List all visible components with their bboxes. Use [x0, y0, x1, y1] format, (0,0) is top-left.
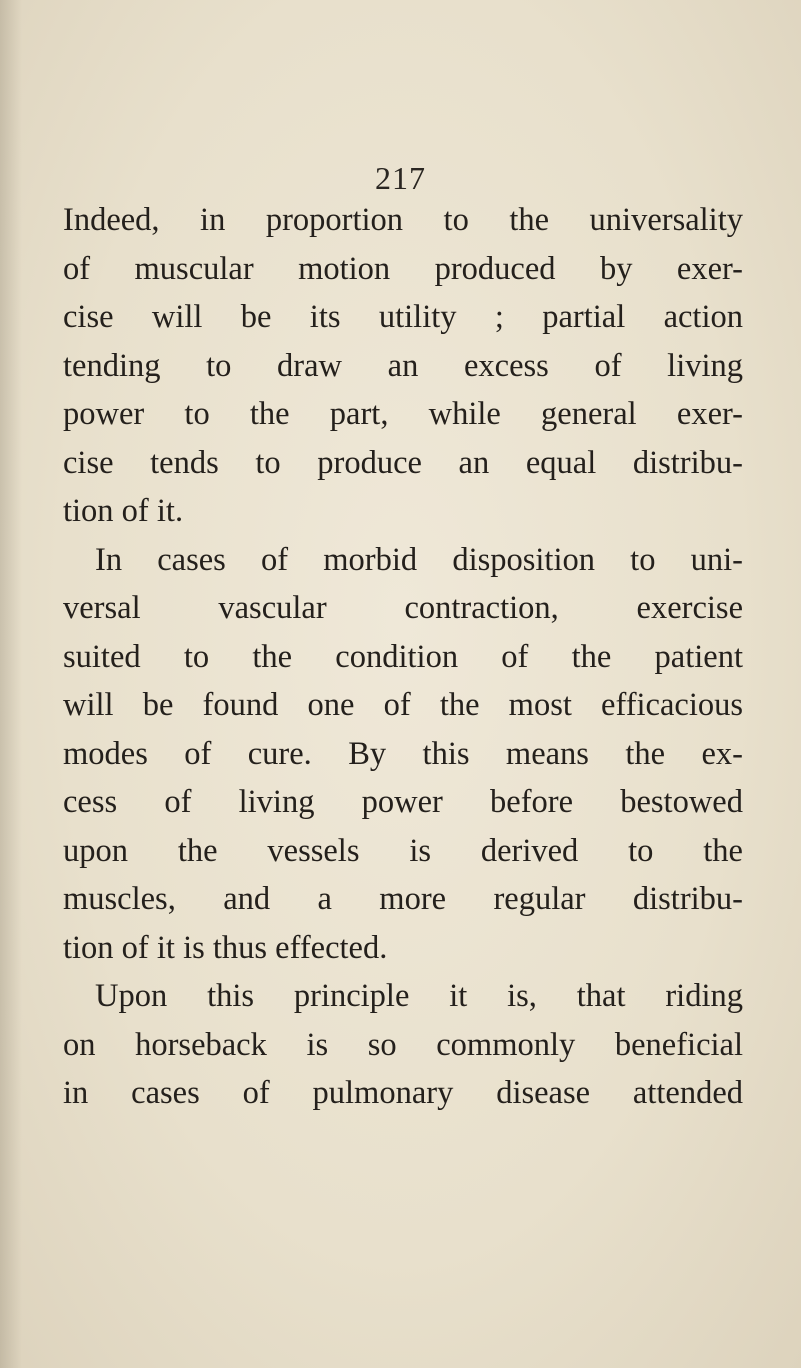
text-line: tion of it. — [63, 493, 184, 529]
text-line: versal vascular contraction, exercise — [63, 590, 743, 626]
text-line: of muscular motion produced by exer- — [63, 250, 743, 287]
text-line: modes of cure. By this means the ex- — [63, 735, 743, 772]
paragraph-start-line: In cases of morbid disposition to uni- — [95, 541, 743, 578]
text-line: in cases of pulmonary disease attended — [63, 1075, 743, 1111]
text-line: cise will be its utility ; partial action — [63, 299, 743, 335]
body-text — [63, 196, 743, 1118]
text-line: upon the vessels is derived to the — [63, 832, 743, 869]
text-line: will be found one of the most efficacious — [63, 687, 743, 723]
text-line: tending to draw an excess of living — [63, 347, 743, 384]
paragraph-start-line: Upon this principle it is, that riding — [95, 978, 743, 1014]
text-line: tion of it is thus effected. — [63, 929, 388, 966]
text-line: cise tends to produce an equal distribu- — [63, 444, 743, 481]
text-line: on horseback is so commonly beneficial — [63, 1026, 743, 1063]
page-number: 217 — [375, 160, 426, 196]
text-line: power to the part, while general exer- — [63, 396, 743, 432]
text-line: muscles, and a more regular distribu- — [63, 881, 743, 917]
text-line: suited to the condition of the patient — [63, 638, 743, 675]
page-gutter-shadow — [0, 0, 22, 1368]
text-line: cess of living power before bestowed — [63, 784, 743, 820]
text-line: Indeed, in proportion to the universality — [63, 202, 743, 238]
